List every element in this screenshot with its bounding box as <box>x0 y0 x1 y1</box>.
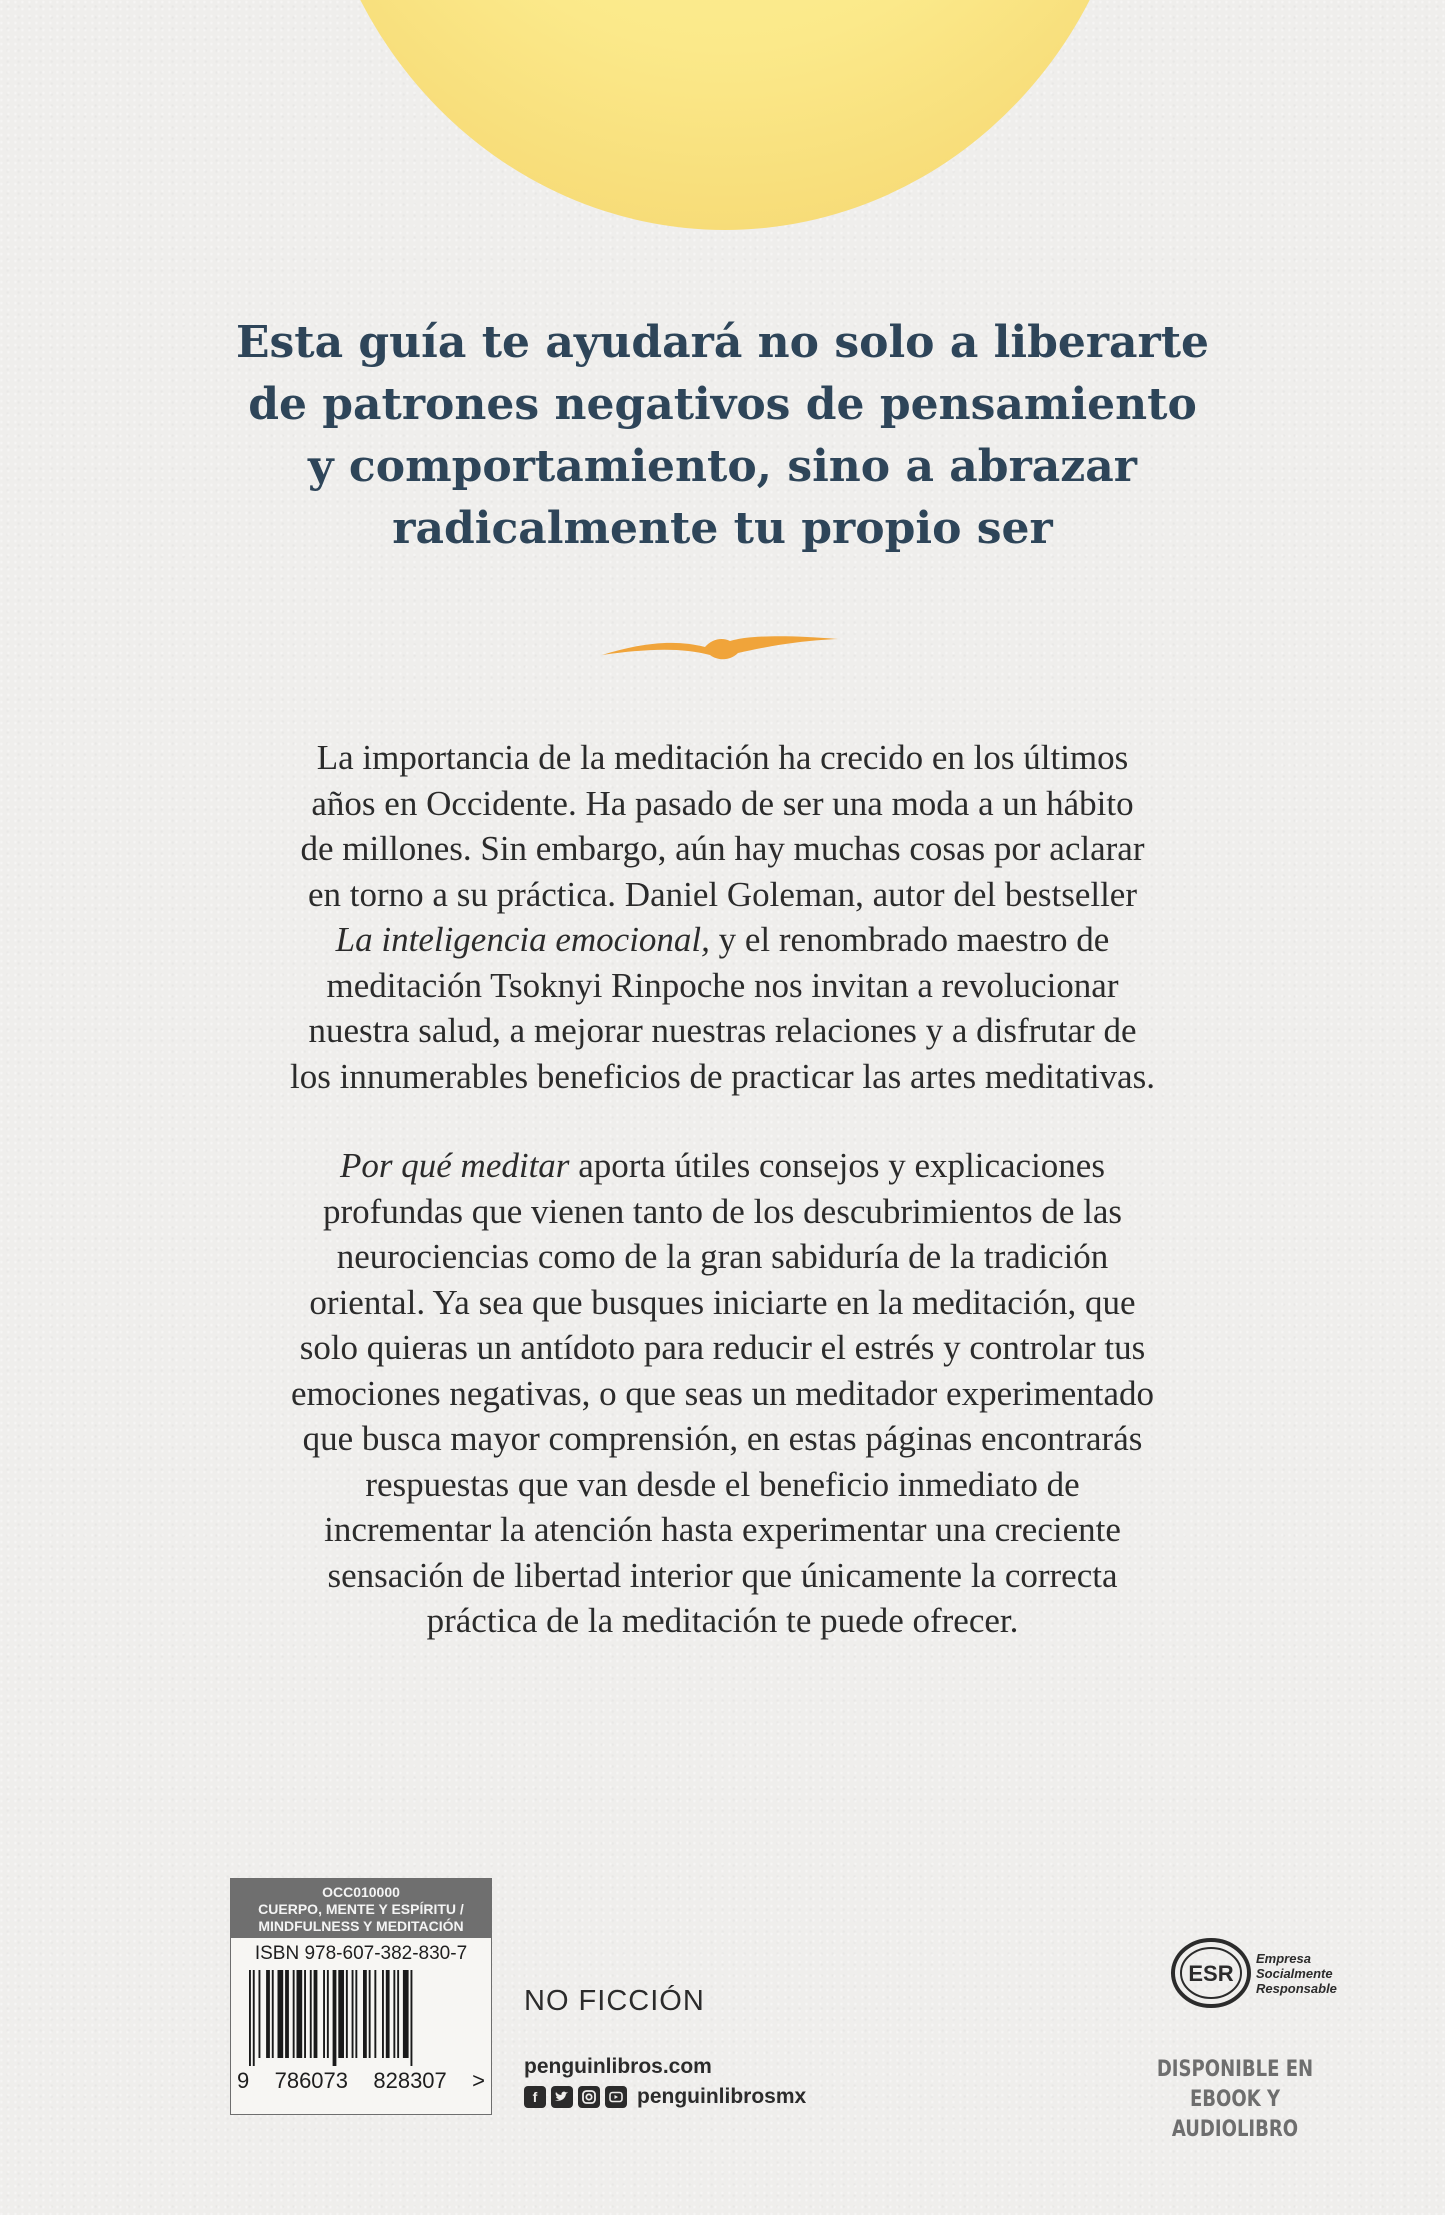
barcode-panel <box>230 1878 492 2115</box>
esr-line: Empresa <box>1256 1950 1311 1966</box>
instagram-icon[interactable] <box>578 2086 600 2108</box>
barcode-digits <box>231 2068 491 2094</box>
tagline-line: y comportamiento, sino a abrazar <box>308 441 1137 492</box>
esr-line: Responsable <box>1256 1980 1337 1996</box>
barcode-bar <box>382 1970 384 2058</box>
category-code: OCC010000 <box>322 1884 400 1900</box>
availability-line: EBOOK Y AUDIOLIBRO <box>1171 2087 1299 2142</box>
esr-logo <box>1170 1937 1337 2009</box>
barcode-bar <box>304 1970 306 2058</box>
barcode-bar <box>266 1970 270 2058</box>
text-line: profundas que vienen tanto de los descubrimientos de las <box>323 1191 1122 1231</box>
esr-seal-icon <box>1170 1937 1252 2009</box>
availability-line: DISPONIBLE EN <box>1156 2057 1314 2082</box>
text-line: en torno a su práctica. Daniel Goleman, autor del bestseller <box>308 874 1137 914</box>
website-link[interactable]: penguinlibros.com <box>524 2055 712 2078</box>
tagline-line: radicalmente tu propio ser <box>392 503 1053 554</box>
book-title-italic: La inteligencia emocional, <box>335 920 710 959</box>
text-line: años en Occidente. Ha pasado de ser una moda a un hábito <box>311 783 1134 823</box>
text-fragment: aporta útiles consejos y explicaciones <box>569 1146 1105 1185</box>
tagline-line: de patrones negativos de pensamiento <box>248 379 1197 430</box>
text-line: de millones. Sin embargo, aún hay muchas cosas por aclarar <box>300 829 1145 868</box>
barcode-bar <box>352 1970 354 2058</box>
category-label <box>231 1879 491 1938</box>
paragraph-1 <box>205 735 1240 1099</box>
barcode-bar <box>411 1970 413 2066</box>
tagline <box>150 312 1295 560</box>
text-line: los innumerables beneficios de practicar las artes meditativas. <box>290 1056 1155 1096</box>
barcode-bar <box>374 1970 376 2058</box>
facebook-icon[interactable]: f <box>524 2086 546 2108</box>
text-line <box>205 1143 1240 1189</box>
text-line: solo quieras un antídoto para reducir el estrés y controlar tus <box>299 1328 1146 1367</box>
barcode-bar <box>403 1970 409 2058</box>
barcode-bar <box>278 1970 284 2058</box>
text-line: nuestra salud, a mejorar nuestras relaciones y a disfrutar de <box>308 1011 1137 1050</box>
barcode-bar <box>297 1970 303 2058</box>
barcode-bar <box>285 1970 289 2058</box>
text-line: respuestas que van desde el beneficio inmediato de <box>365 1464 1080 1504</box>
barcode-bar <box>249 1970 251 2066</box>
barcode-bar <box>327 1970 329 2058</box>
twitter-icon[interactable] <box>551 2086 573 2108</box>
isbn-text: ISBN 978-607-382-830-7 <box>254 1943 468 1964</box>
barcode-bar <box>369 1970 371 2058</box>
tagline-line: Esta guía te ayudará no solo a liberarte <box>235 317 1210 368</box>
text-line: incrementar la atención hasta experimentar una creciente <box>324 1510 1121 1549</box>
social-links <box>524 2085 806 2109</box>
svg-text:ESR: ESR <box>1188 1961 1234 1986</box>
text-fragment: y el renombrado maestro de <box>709 920 1110 959</box>
esr-caption <box>1256 1951 1337 1996</box>
text-line: sensación de libertad interior que únicamente la correcta <box>327 1555 1118 1595</box>
barcode-bar <box>397 1970 399 2058</box>
text-line: emociones negativas, o que seas un meditador experimentado <box>290 1373 1155 1413</box>
genre-label: NO FICCIÓN <box>524 1985 705 2017</box>
availability-note <box>1145 2055 1325 2145</box>
barcode-digit-lead: 9 <box>237 2068 250 2093</box>
barcode-bar <box>393 1970 395 2058</box>
esr-line: Socialmente <box>1256 1965 1333 1981</box>
barcode-digits-group: 828307 <box>373 2068 447 2093</box>
social-handle[interactable]: penguinlibrosmx <box>637 2085 807 2108</box>
text-line: que busca mayor comprensión, en estas páginas encontrarás <box>302 1419 1143 1458</box>
barcode-bar <box>363 1970 367 2058</box>
yellow-sun-illustration <box>310 0 1140 230</box>
text-line: La importancia de la meditación ha crecido en los últimos <box>316 738 1129 777</box>
text-line: meditación Tsoknyi Rinpoche nos invitan a revolucionar <box>326 965 1119 1005</box>
text-line <box>205 917 1240 963</box>
barcode-bar <box>355 1970 357 2058</box>
paragraph-2 <box>205 1143 1240 1644</box>
barcode-digit-tail: > <box>472 2068 485 2093</box>
barcode-bar <box>293 1970 295 2058</box>
description-text <box>205 735 1240 1644</box>
text-line: oriental. Ya sea que busques iniciarte en la meditación, que <box>309 1282 1136 1322</box>
book-title-italic: Por qué meditar <box>340 1146 570 1185</box>
barcode-bar <box>346 1970 348 2058</box>
barcode-bar <box>333 1970 337 2066</box>
barcode-bar <box>386 1970 390 2058</box>
text-line: neurociencias como de la gran sabiduría de la tradición <box>336 1237 1109 1276</box>
category-line: CUERPO, MENTE Y ESPÍRITU / <box>258 1901 464 1917</box>
category-line: MINDFULNESS Y MEDITACIÓN <box>258 1918 464 1934</box>
barcode-bar <box>323 1970 325 2058</box>
barcode-digits-group: 786073 <box>274 2068 349 2093</box>
youtube-icon[interactable] <box>605 2086 627 2108</box>
barcode-bar <box>272 1970 274 2058</box>
barcode-bar <box>259 1970 261 2058</box>
barcode-bar <box>253 1970 255 2066</box>
barcode-bars <box>245 1970 477 2066</box>
barcode-bar <box>310 1970 312 2058</box>
barcode-bar <box>338 1970 344 2058</box>
barcode-bar <box>314 1970 318 2058</box>
bird-ornament-icon <box>600 633 840 663</box>
text-line: práctica de la meditación te puede ofrecer. <box>426 1601 1019 1640</box>
